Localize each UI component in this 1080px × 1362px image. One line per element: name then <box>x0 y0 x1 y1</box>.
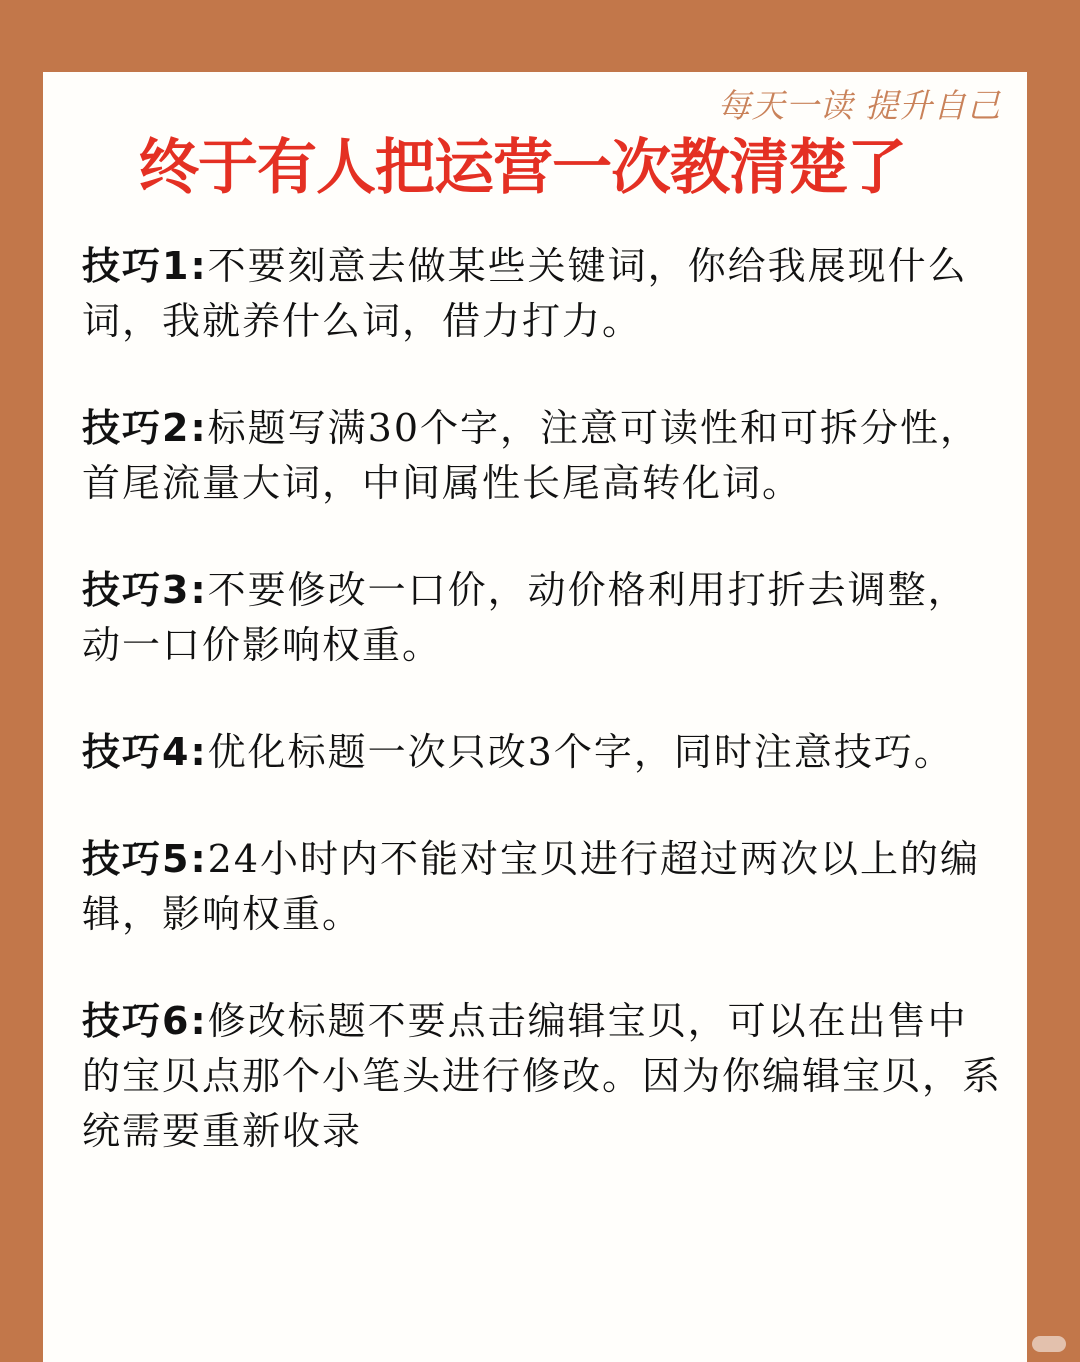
tip-item <box>82 725 1002 780</box>
tip-label: 技巧4: <box>82 730 208 774</box>
tip-text: 修改标题不要点击编辑宝贝，可以在出售中的宝贝点那个小笔头进行修改。因为你编辑宝贝，系统需要重新收录 <box>82 999 1003 1153</box>
tip-text: 标题写满30个字，注意可读性和可拆分性，首尾流量大词，中间属性长尾高转化词。 <box>82 406 980 505</box>
tip-item <box>82 832 1002 942</box>
tip-item <box>82 563 1002 673</box>
watermark-logo <box>1032 1336 1066 1352</box>
tip-item <box>82 994 1002 1159</box>
tip-label: 技巧3: <box>82 568 208 612</box>
tips-list <box>82 239 1002 1211</box>
tip-item <box>82 401 1002 511</box>
tip-text: 不要修改一口价，动价格利用打折去调整，动一口价影响权重。 <box>82 568 968 667</box>
page-title: 终于有人把运营一次教清楚了 <box>139 133 906 203</box>
tip-label: 技巧2: <box>82 406 208 450</box>
tip-text: 不要刻意去做某些关键词，你给我展现什么词，我就养什么词，借力打力。 <box>82 244 968 343</box>
tip-item <box>82 239 1002 349</box>
tip-label: 技巧6: <box>82 999 208 1043</box>
tip-label: 技巧5: <box>82 837 208 881</box>
tip-text: 24小时内不能对宝贝进行超过两次以上的编辑，影响权重。 <box>82 837 980 936</box>
slogan: 每天一读 提升自己 <box>717 86 1001 125</box>
content-card <box>43 72 1027 1362</box>
tip-label: 技巧1: <box>82 244 208 288</box>
tip-text: 优化标题一次只改3个字，同时注意技巧。 <box>207 730 954 774</box>
